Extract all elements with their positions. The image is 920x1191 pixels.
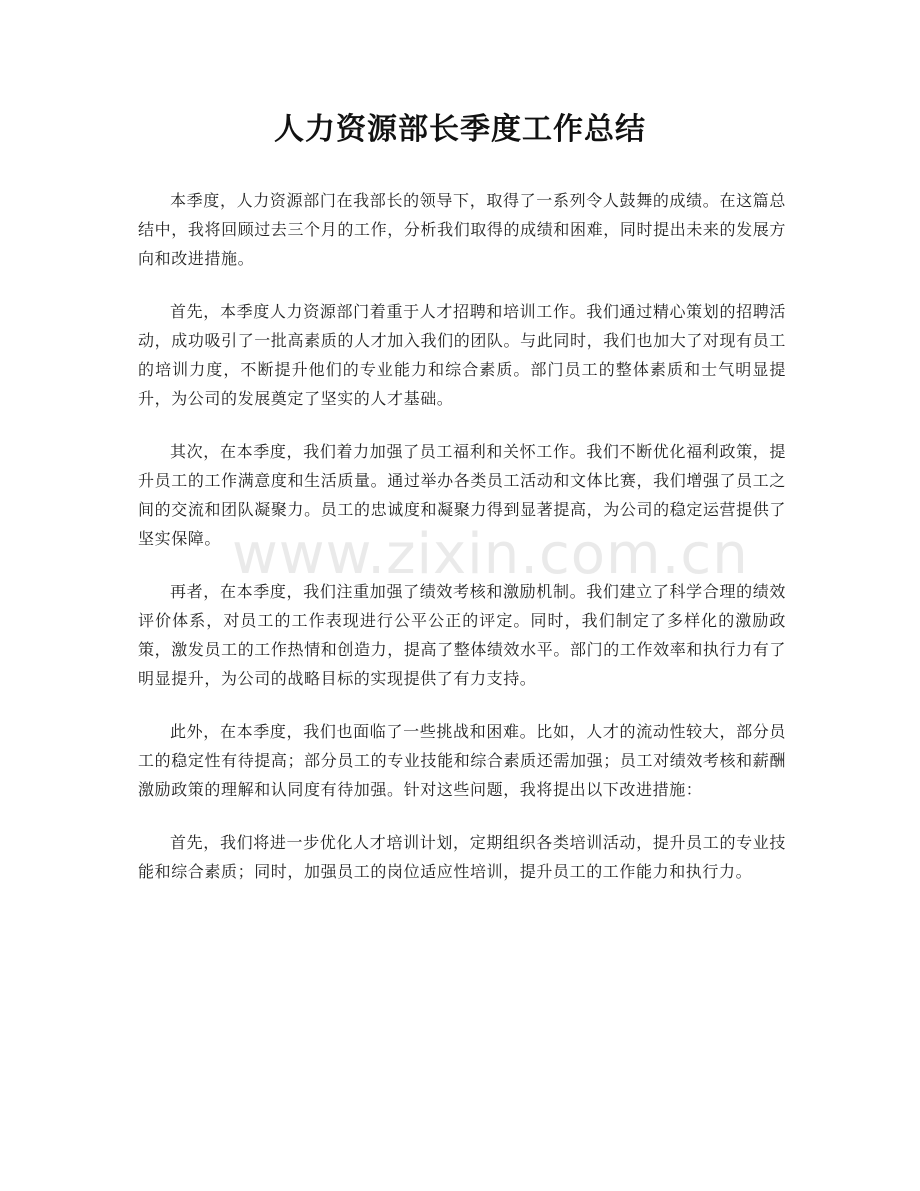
document-body xyxy=(138,186,786,910)
paragraph-3: 其次，在本季度，我们着力加强了员工福利和关怀工作。我们不断优化福利政策，提升员工的工作满意度和生活质量。通过举办各类员工活动和文体比赛，我们增强了员工之间的交流和团队凝聚力。员工的忠诚度和凝聚力得到显著提高，为公司的稳定运营提供了坚实保障。 xyxy=(138,442,786,548)
paragraph-5: 此外，在本季度，我们也面临了一些挑战和困难。比如，人才的流动性较大，部分员工的稳定性有待提高；部分员工的专业技能和综合素质还需加强；员工对绩效考核和薪酬激励政策的理解和认同度有待加强。针对这些问题，我将提出以下改进措施： xyxy=(138,722,786,799)
watermark: www.zixin.com.cn xyxy=(232,522,749,587)
paragraph-2: 首先，本季度人力资源部门着重于人才招聘和培训工作。我们通过精心策划的招聘活动，成功吸引了一批高素质的人才加入我们的团队。与此同时，我们也加大了对现有员工的培训力度，不断提升他们的专业能力和综合素质。部门员工的整体素质和士气明显提升，为公司的发展奠定了坚实的人才基础。 xyxy=(138,302,786,408)
document-title: 人力资源部长季度工作总结 xyxy=(274,112,646,147)
paragraph-6: 首先，我们将进一步优化人才培训计划，定期组织各类培训活动，提升员工的专业技能和综合素质；同时，加强员工的岗位适应性培训，提升员工的工作能力和执行力。 xyxy=(138,833,786,881)
paragraph-1: 本季度，人力资源部门在我部长的领导下，取得了一系列令人鼓舞的成绩。在这篇总结中，我将回顾过去三个月的工作，分析我们取得的成绩和困难，同时提出未来的发展方向和改进措施。 xyxy=(138,191,786,268)
paragraph-4: 再者，在本季度，我们注重加强了绩效考核和激励机制。我们建立了科学合理的绩效评价体系，对员工的工作表现进行公平公正的评定。同时，我们制定了多样化的激励政策，激发员工的工作热情和创造力，提高了整体绩效水平。部门的工作效率和执行力有了明显提升，为公司的战略目标的实现提供了有力支持。 xyxy=(138,582,786,688)
